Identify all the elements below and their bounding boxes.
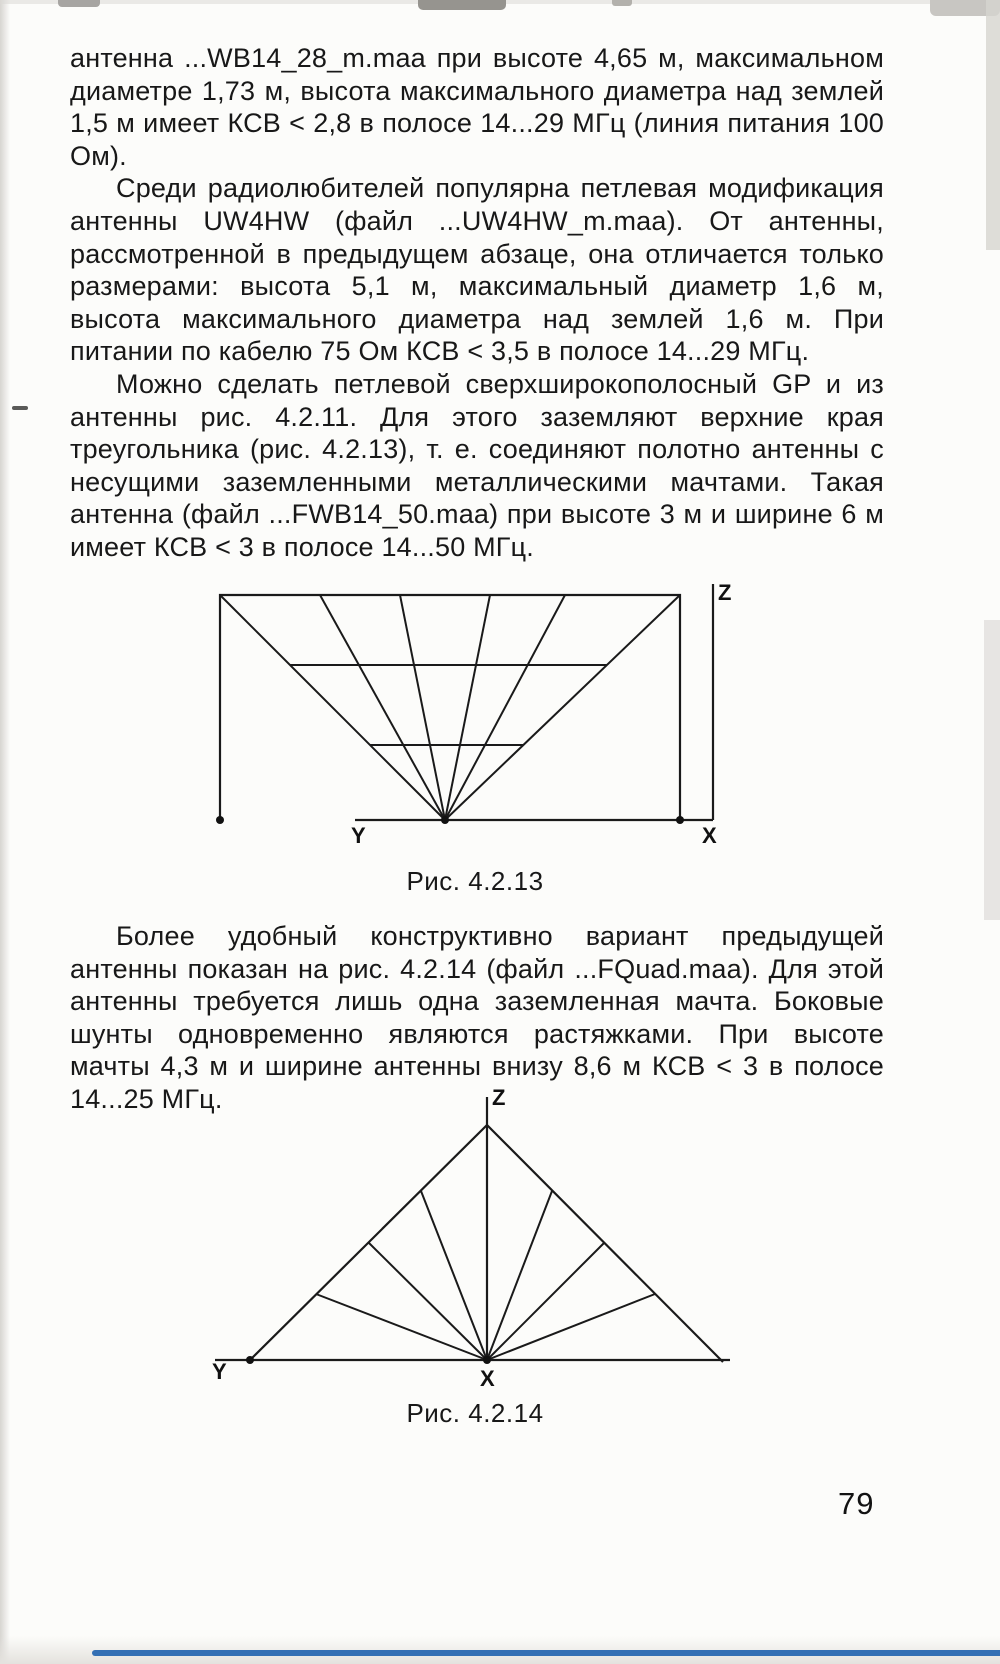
scan-smudge — [612, 0, 632, 6]
scan-streak-right — [986, 0, 1000, 250]
scan-edge-top — [0, 0, 1000, 4]
scan-smudge — [418, 0, 506, 10]
paragraph: Более удобный конструктивно вариант предыдущей антенны показан на рис. 4.2.14 (файл ...FQuad.maa). Для этой антенны требуется лишь одна заземленная мачта. Боковые шунты одновременно являются растяжками. При высоте мачты 4,3 м и ширине антенны внизу 8,6 м КСВ < 3 в полосе 14...25 МГц. — [70, 921, 884, 1114]
paragraph: антенна ...WB14_28_m.maa при высоте 4,65 м, максимальном диаметре 1,73 м, высота максимального диаметра над землей 1,5 м имеет КСВ < 2,8 в полосе 14...29 МГц (линия питания 100 Ом). — [70, 43, 884, 171]
scan-streak-right — [984, 620, 1000, 920]
margin-mark — [12, 406, 28, 410]
text-block-upper — [70, 42, 884, 564]
z-axis-label: Z — [718, 580, 732, 605]
scan-edge-bottom — [0, 1636, 1000, 1664]
antenna-wires-fan — [316, 1191, 655, 1360]
figure-antenna-4-2-13 — [190, 580, 750, 850]
antenna-frame — [220, 584, 713, 820]
scan-smudge — [58, 0, 100, 7]
y-axis-label: Y — [351, 823, 366, 848]
antenna-wires-fan — [220, 595, 680, 820]
scan-edge-blue-line — [92, 1650, 1000, 1656]
z-axis-label: Z — [492, 1085, 506, 1110]
x-axis-label: X — [702, 823, 717, 848]
scan-smudge — [930, 0, 1000, 16]
x-axis-label: X — [480, 1366, 495, 1390]
scan-edge-left — [0, 0, 10, 1664]
page-number: 79 — [838, 1486, 875, 1521]
figure-caption: Рис. 4.2.14 — [406, 1398, 544, 1428]
figure-antenna-4-2-14 — [190, 1085, 750, 1390]
paragraph: Среди радиолюбителей популярна петлевая модификация антенны UW4HW (файл ...UW4HW_m.maa). От антенны, рассмотренной в предыдущем абзаце, она отличается только размерами: высота 5,1 м, максимальный диаметр 1,6 м, высота максимального диаметра над землей 1,6 м. При питании по кабелю 75 Ом КСВ < 3,5 в полосе 14...29 МГц. — [70, 173, 884, 367]
figure-caption: Рис. 4.2.13 — [406, 866, 544, 896]
y-axis-label: Y — [212, 1359, 227, 1384]
paragraph: Можно сделать петлевой сверхширокополосный GP и из антенны рис. 4.2.11. Для этого заземляют верхние края треугольника (рис. 4.2.13), т. е. соединяют полотно антенны с несущими заземленными металлическими мачтами. Такая антенна (файл ...FWB14_50.maa) при высоте 3 м и ширине 6 м имеет КСВ < 3 в полосе 14...50 МГц. — [70, 368, 884, 562]
